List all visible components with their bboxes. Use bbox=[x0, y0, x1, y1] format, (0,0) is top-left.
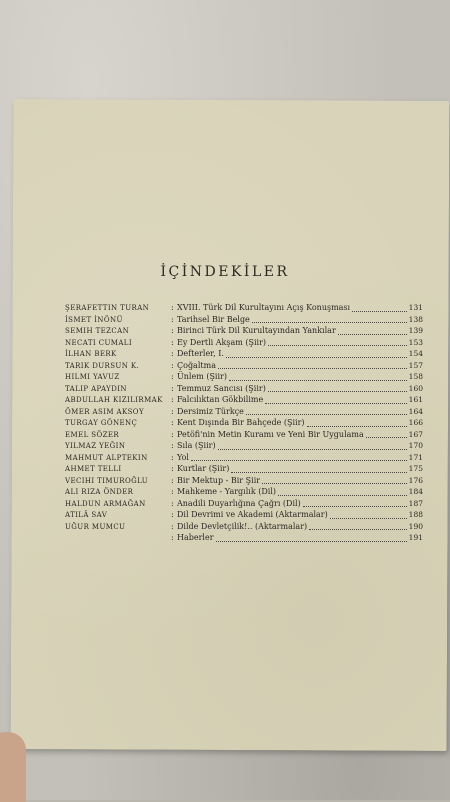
toc-title: Kurtlar (Şiir) bbox=[177, 464, 230, 473]
toc-separator: : bbox=[171, 372, 174, 381]
toc-title: Dil Devrimi ve Akademi (Aktarmalar) bbox=[177, 510, 328, 519]
toc-entry bbox=[65, 406, 423, 418]
toc-entry bbox=[65, 417, 423, 429]
toc-leader-dots bbox=[252, 315, 407, 323]
toc-title: Mahkeme - Yargılık (Dil) bbox=[177, 487, 277, 496]
toc-title: Dersimiz Türkçe bbox=[177, 406, 244, 416]
toc-leader-dots bbox=[307, 419, 407, 427]
toc-author: VECIHI TIMUROĞLU bbox=[65, 476, 149, 485]
toc-separator: : bbox=[171, 452, 174, 462]
toc-separator: : bbox=[171, 326, 174, 335]
toc-page-number: 166 bbox=[408, 418, 423, 427]
toc-title: Defterler, I. bbox=[177, 349, 224, 358]
toc-author: ŞERAFETTIN TURAN bbox=[65, 304, 150, 312]
toc-author: HILMI YAVUZ bbox=[65, 373, 120, 381]
toc-entry bbox=[65, 532, 423, 544]
toc-author: İSMET İNÖNÜ bbox=[65, 315, 123, 324]
toc-title: Bir Mektup - Bir Şiir bbox=[177, 475, 261, 485]
toc-leader-dots bbox=[309, 522, 407, 530]
toc-leader-dots bbox=[231, 465, 406, 473]
toc-page-number: 153 bbox=[408, 337, 423, 347]
toc-page-number: 171 bbox=[408, 452, 423, 462]
toc-leader-dots bbox=[265, 396, 406, 404]
toc-page-number: 187 bbox=[408, 498, 423, 508]
toc-entry bbox=[65, 325, 423, 337]
toc-title: Petöfi'nin Metin Kuramı ve Yeni Bir Uygulama bbox=[177, 429, 364, 439]
toc-page-number: 188 bbox=[408, 510, 423, 519]
toc-author: YILMAZ YEĞIN bbox=[65, 442, 126, 450]
toc-separator: : bbox=[171, 498, 174, 508]
toc-entry bbox=[65, 429, 423, 441]
toc-title: Ünlem (Şiir) bbox=[177, 372, 227, 381]
toc-page-number: 190 bbox=[408, 521, 423, 531]
toc-entry bbox=[65, 440, 423, 452]
toc-title: Sıla (Şiir) bbox=[177, 441, 216, 450]
toc-leader-dots bbox=[303, 499, 407, 507]
toc-page-number: 154 bbox=[408, 349, 423, 358]
toc-title: Anadili Duyarlığına Çağrı (Dil) bbox=[177, 498, 301, 508]
page-title: İÇİNDEKİLER bbox=[160, 264, 290, 280]
toc-author: SEMIH TEZCAN bbox=[65, 327, 130, 335]
toc-separator: : bbox=[171, 360, 174, 370]
toc-page-number: 176 bbox=[408, 475, 423, 485]
toc-separator: : bbox=[171, 429, 174, 439]
toc-leader-dots bbox=[330, 511, 407, 519]
toc-separator: : bbox=[171, 303, 174, 312]
toc-separator: : bbox=[171, 521, 174, 531]
toc-leader-dots bbox=[246, 407, 407, 415]
toc-author: ATILÂ SAV bbox=[65, 511, 108, 519]
toc-title: Çoğaltma bbox=[177, 360, 216, 370]
toc-title: Tarihsel Bir Belge bbox=[177, 314, 250, 324]
toc-leader-dots bbox=[218, 442, 407, 450]
toc-page-number: 167 bbox=[408, 429, 423, 439]
toc-entry bbox=[65, 360, 423, 372]
toc-title: Ey Dertli Akşam (Şiir) bbox=[177, 337, 267, 347]
toc-author: TARIK DURSUN K. bbox=[65, 361, 140, 370]
toc-entry bbox=[65, 452, 423, 464]
toc-leader-dots bbox=[268, 338, 407, 346]
toc-title: Birinci Türk Dil Kurultayından Yankılar bbox=[177, 326, 336, 335]
toc-page-number: 175 bbox=[408, 464, 423, 473]
toc-page-number: 160 bbox=[408, 383, 423, 393]
toc-entry bbox=[65, 314, 423, 326]
toc-page-number: 184 bbox=[408, 487, 423, 496]
toc-page-number: 139 bbox=[408, 326, 423, 335]
toc-leader-dots bbox=[278, 488, 407, 496]
toc-separator: : bbox=[171, 314, 174, 324]
table-of-contents bbox=[65, 302, 423, 544]
toc-author: AHMET TELLI bbox=[65, 465, 122, 473]
toc-page-number: 161 bbox=[408, 395, 423, 404]
toc-separator: : bbox=[171, 533, 174, 542]
toc-title: Dilde Devletçilik!.. (Aktarmalar) bbox=[177, 521, 308, 531]
toc-page-number: 158 bbox=[408, 372, 423, 381]
toc-entry bbox=[65, 348, 423, 360]
toc-entry bbox=[65, 302, 423, 314]
toc-author: ABDULLAH KIZILIRMAK bbox=[65, 396, 163, 404]
toc-separator: : bbox=[171, 464, 174, 473]
toc-separator: : bbox=[171, 337, 174, 347]
toc-author: EMEL SÖZER bbox=[65, 430, 120, 439]
toc-separator: : bbox=[171, 406, 174, 416]
toc-leader-dots bbox=[229, 373, 407, 381]
toc-author: ÖMER ASIM AKSOY bbox=[65, 407, 144, 416]
toc-author: UĞUR MUMCU bbox=[65, 522, 126, 531]
toc-leader-dots bbox=[352, 304, 407, 312]
toc-leader-dots bbox=[216, 534, 407, 542]
toc-entry bbox=[65, 371, 423, 383]
toc-author: NECATI CUMALI bbox=[65, 338, 133, 347]
toc-page-number: 131 bbox=[408, 303, 423, 312]
toc-author: ALI RIZA ÖNDER bbox=[65, 488, 134, 496]
toc-leader-dots bbox=[268, 384, 407, 392]
toc-leader-dots bbox=[366, 430, 407, 438]
toc-page-number: 191 bbox=[408, 533, 423, 542]
toc-leader-dots bbox=[226, 350, 407, 358]
toc-page-number: 164 bbox=[408, 406, 423, 416]
toc-entry bbox=[65, 337, 423, 349]
toc-author: MAHMUT ALPTEKIN bbox=[65, 453, 148, 462]
toc-author: İLHAN BERK bbox=[65, 350, 117, 358]
toc-entry bbox=[65, 486, 423, 498]
toc-title: Yol bbox=[177, 452, 189, 462]
toc-separator: : bbox=[171, 395, 174, 404]
toc-page-number: 170 bbox=[408, 441, 423, 450]
thumb bbox=[0, 732, 26, 802]
toc-separator: : bbox=[171, 349, 174, 358]
toc-separator: : bbox=[171, 383, 174, 393]
toc-entry bbox=[65, 498, 423, 510]
toc-entry bbox=[65, 383, 423, 395]
toc-separator: : bbox=[171, 475, 174, 485]
toc-entry bbox=[65, 394, 423, 406]
toc-leader-dots bbox=[218, 361, 407, 369]
toc-leader-dots bbox=[262, 476, 407, 484]
toc-leader-dots bbox=[338, 327, 407, 335]
toc-page-number: 157 bbox=[408, 360, 423, 370]
toc-title: Falcılıktan Gökbilime bbox=[177, 395, 264, 404]
toc-leader-dots bbox=[191, 453, 407, 461]
toc-author: HALDUN ARMAĞAN bbox=[65, 499, 146, 508]
toc-entry bbox=[65, 463, 423, 475]
toc-author: TALIP APAYDIN bbox=[65, 384, 127, 393]
toc-title: Kent Dışında Bir Bahçede (Şiir) bbox=[177, 418, 305, 427]
toc-page-number: 138 bbox=[408, 314, 423, 324]
toc-separator: : bbox=[171, 510, 174, 519]
toc-author: TURGAY GÖNENÇ bbox=[65, 419, 138, 427]
toc-title: Temmuz Sancısı (Şiir) bbox=[177, 383, 266, 393]
toc-entry bbox=[65, 521, 423, 533]
toc-separator: : bbox=[171, 418, 174, 427]
toc-entry bbox=[65, 509, 423, 521]
toc-separator: : bbox=[171, 487, 174, 496]
toc-title: XVIII. Türk Dil Kurultayını Açış Konuşması bbox=[177, 303, 351, 312]
toc-title: Haberler bbox=[177, 533, 214, 542]
toc-entry bbox=[65, 475, 423, 487]
toc-separator: : bbox=[171, 441, 174, 450]
